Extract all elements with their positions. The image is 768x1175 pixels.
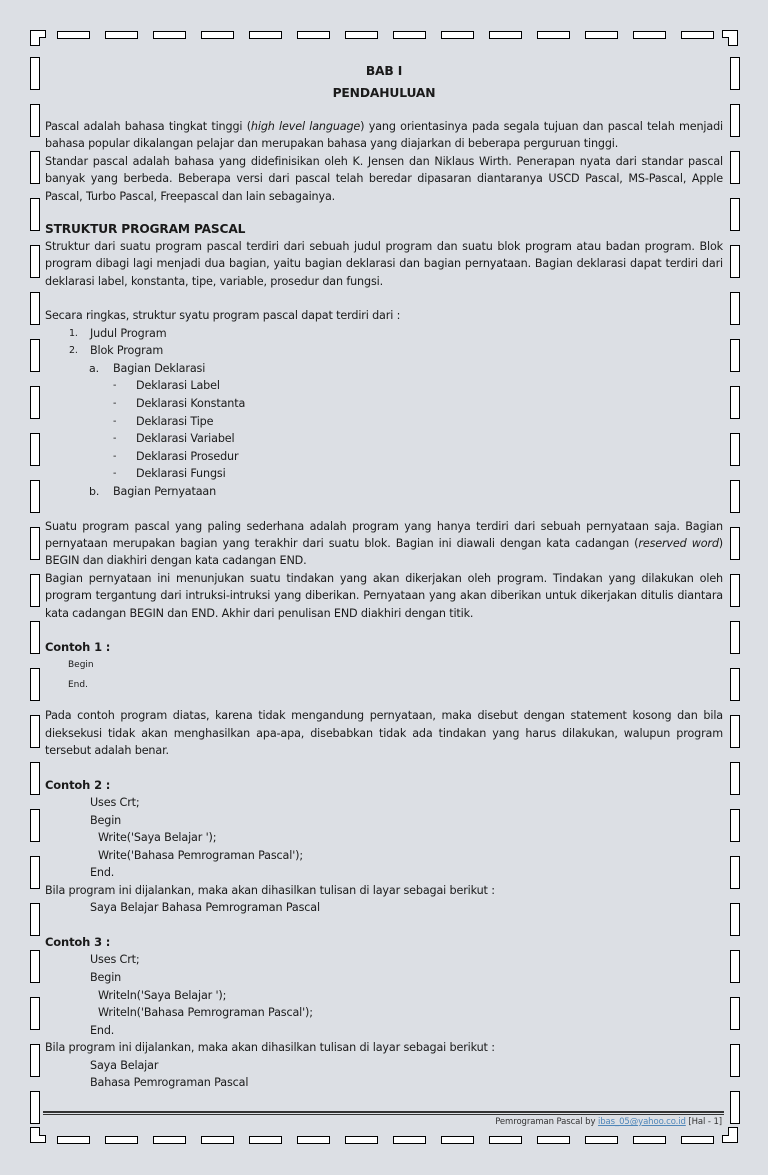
border-dash-left: [30, 809, 40, 842]
border-dash-right: [730, 574, 740, 607]
output-line: Bahasa Pemrograman Pascal: [90, 1076, 249, 1090]
text: Suatu program pascal yang paling sederhana adalah program yang hanya terdiri dari sebuah pernyataan saja. Bagian pernyataan merupakan bagian yang terakhir dari suatu blok. Bagian ini diawali dengan kata cadangan (: [45, 519, 723, 550]
section-heading: STRUKTUR PROGRAM PASCAL: [45, 222, 246, 237]
list-number: 1.: [69, 327, 78, 339]
border-corner-top-left: [30, 30, 46, 46]
border-dash-bottom: [585, 1136, 618, 1144]
border-dash-right: [730, 668, 740, 701]
bullet-dash: -: [113, 450, 117, 462]
border-dash-right: [730, 1044, 740, 1077]
list-letter: b.: [89, 485, 100, 498]
declaration-label: Deklarasi Label: [136, 379, 220, 393]
border-corner-bottom-left: [30, 1127, 46, 1143]
code-line: Begin: [90, 813, 122, 827]
example-1-code: [68, 656, 723, 695]
structure-paragraph: Struktur dari suatu program pascal terdiri dari sebuah judul program dan suatu blok program atau badan program. Blok program dibagi lagi menjadi dua bagian, yaitu bagian deklarasi dan bagian pernyataan. Bagian deklarasi dapat terdiri dari deklarasi label, konstanta, tipe, variable, prosedur dan fungsi.: [45, 240, 723, 288]
border-dash-bottom: [441, 1136, 474, 1144]
code-line: End.: [90, 866, 115, 880]
border-dash-left: [30, 480, 40, 513]
text: Pascal adalah bahasa tingkat tinggi (: [45, 120, 251, 133]
chapter-header: [45, 60, 723, 104]
border-dash-left: [30, 715, 40, 748]
outline-item: [69, 342, 723, 360]
border-dash-right: [730, 339, 740, 372]
outline-subitem: [89, 360, 723, 378]
bullet-dash: -: [113, 433, 117, 445]
border-dash-top: [345, 31, 378, 39]
border-dash-bottom: [297, 1136, 330, 1144]
border-dash-left: [30, 903, 40, 936]
chapter-title: PENDAHULUAN: [332, 86, 436, 100]
border-dash-right: [730, 527, 740, 560]
border-dash-left: [30, 339, 40, 372]
text: ) yang orientasinya pada segala tujuan dan pascal telah menjadi bahasa popular dikalangan pelajar dan merupakan bahasa yang diajarkan di beberapa perguruan tinggi.: [45, 120, 723, 151]
code-line: End.: [90, 1023, 115, 1037]
border-dash-top: [633, 31, 666, 39]
border-dash-right: [730, 151, 740, 184]
border-dash-left: [30, 527, 40, 560]
border-dash-right: [730, 198, 740, 231]
border-corner-top-right: [722, 30, 738, 46]
border-dash-bottom: [153, 1136, 186, 1144]
border-dash-top: [537, 31, 570, 39]
page-number: [Hal - 1]: [685, 1117, 722, 1127]
list-label: Bagian Deklarasi: [113, 361, 206, 375]
border-dash-left: [30, 104, 40, 137]
border-dash-right: [730, 809, 740, 842]
declaration-label: Deklarasi Variabel: [136, 432, 235, 446]
border-dash-top: [201, 31, 234, 39]
text: ) BEGIN dan diakhiri dengan kata cadangan END.: [45, 537, 724, 568]
border-dash-left: [30, 386, 40, 419]
list-label: Judul Program: [90, 326, 167, 340]
summary-intro: Secara ringkas, struktur syatu program pascal dapat terdiri dari :: [45, 309, 401, 323]
code-line: Begin: [90, 971, 122, 985]
border-dash-top: [57, 31, 90, 39]
border-dash-right: [730, 903, 740, 936]
bullet-dash: -: [113, 415, 117, 427]
code-line: Uses Crt;: [90, 953, 140, 967]
list-label: Bagian Pernyataan: [113, 485, 217, 498]
example-2-label: Contoh 2 :: [45, 777, 111, 792]
declaration-item: [113, 413, 723, 431]
border-dash-top: [105, 31, 138, 39]
border-dash-right: [730, 621, 740, 654]
example-3-result-intro: Bila program ini dijalankan, maka akan dihasilkan tulisan di layar sebagai berikut :: [45, 1041, 495, 1055]
border-dash-left: [30, 574, 40, 607]
border-dash-left: [30, 198, 40, 231]
example-2-result-intro: Bila program ini dijalankan, maka akan dihasilkan tulisan di layar sebagai berikut :: [45, 884, 495, 898]
code-line: Begin: [68, 660, 94, 671]
border-dash-right: [730, 950, 740, 983]
page-footer: [495, 1117, 722, 1127]
declaration-label: Deklarasi Konstanta: [136, 397, 246, 411]
output-line: Saya Belajar Bahasa Pemrograman Pascal: [90, 901, 320, 915]
bullet-dash: -: [113, 468, 117, 480]
bullet-dash: -: [113, 398, 117, 410]
example-3-output: [90, 1057, 723, 1092]
border-dash-left: [30, 292, 40, 325]
border-dash-bottom: [105, 1136, 138, 1144]
code-line: Uses Crt;: [90, 796, 140, 810]
intro-paragraph-1: [45, 118, 723, 153]
border-dash-left: [30, 856, 40, 889]
declaration-item: [113, 448, 723, 466]
border-dash-right: [730, 433, 740, 466]
code-line: Writeln('Bahasa Pemrograman Pascal');: [98, 1006, 313, 1020]
italic-term: high level language: [250, 120, 361, 133]
example-3-code: [90, 951, 723, 1039]
list-letter: a.: [89, 361, 99, 375]
example-2-output: [90, 899, 723, 917]
border-dash-bottom: [681, 1136, 714, 1144]
border-dash-top: [585, 31, 618, 39]
output-line: Saya Belajar: [90, 1058, 159, 1072]
border-dash-left: [30, 950, 40, 983]
border-dash-right: [730, 480, 740, 513]
border-dash-bottom: [633, 1136, 666, 1144]
declaration-item: [113, 465, 723, 483]
border-dash-right: [730, 386, 740, 419]
border-dash-left: [30, 1044, 40, 1077]
outline-subitem: [89, 483, 723, 501]
border-dash-left: [30, 1091, 40, 1124]
code-line: Writeln('Saya Belajar ');: [98, 988, 227, 1002]
code-line: Write('Saya Belajar ');: [98, 831, 217, 845]
border-dash-bottom: [489, 1136, 522, 1144]
border-dash-left: [30, 57, 40, 90]
statement-paragraph-1: [45, 518, 723, 570]
border-dash-bottom: [345, 1136, 378, 1144]
example-2-code: [90, 794, 723, 882]
border-dash-left: [30, 151, 40, 184]
list-label: Blok Program: [90, 344, 164, 358]
declaration-item: [113, 395, 723, 413]
border-dash-top: [249, 31, 282, 39]
italic-term: reserved word: [638, 537, 719, 550]
border-dash-top: [393, 31, 426, 39]
border-dash-left: [30, 433, 40, 466]
border-dash-right: [730, 715, 740, 748]
code-line: Write('Bahasa Pemrograman Pascal');: [98, 848, 303, 862]
document-body: [45, 60, 723, 1092]
example-3-label: Contoh 3 :: [45, 935, 111, 950]
border-dash-top: [489, 31, 522, 39]
border-dash-right: [730, 762, 740, 795]
chapter-number: BAB I: [365, 64, 403, 78]
bullet-dash: -: [113, 380, 117, 392]
border-dash-top: [441, 31, 474, 39]
border-dash-top: [153, 31, 186, 39]
border-dash-bottom: [249, 1136, 282, 1144]
border-corner-bottom-right: [722, 1127, 738, 1143]
intro-paragraph-2: Standar pascal adalah bahasa yang didefinisikan oleh K. Jensen dan Niklaus Wirth. Penerapan nyata dari standar pascal banyak yang berbeda. Beberapa versi dari pascal telah beredar dipasaran diantaranya USCD Pascal, MS-Pascal, Apple Pascal, Turbo Pascal, Freepascal dan lain sebagainya.: [45, 154, 723, 203]
border-dash-right: [730, 292, 740, 325]
author-email-link[interactable]: ibas_05@yahoo.co.id: [597, 1117, 686, 1127]
statement-paragraph-2: Bagian pernyataan ini menunjukan suatu tindakan yang akan dikerjakan oleh program. Tindakan yang dilakukan oleh program tergantung dari intruksi-intruksi yang diberikan. Pernyataan yang akan diberikan untuk dikerjakan ditulis diantara kata cadangan BEGIN dan END. Akhir dari penulisan END diakhiri dengan titik.: [45, 571, 723, 620]
border-dash-left: [30, 762, 40, 795]
outline-item: [69, 325, 723, 343]
border-dash-left: [30, 621, 40, 654]
border-dash-right: [730, 245, 740, 278]
declaration-label: Deklarasi Tipe: [136, 414, 214, 428]
border-dash-bottom: [537, 1136, 570, 1144]
border-dash-bottom: [393, 1136, 426, 1144]
declaration-label: Deklarasi Prosedur: [136, 449, 239, 463]
declaration-label: Deklarasi Fungsi: [136, 467, 226, 481]
border-dash-left: [30, 997, 40, 1030]
example-1-explanation: Pada contoh program diatas, karena tidak mengandung pernyataan, maka disebut dengan statement kosong dan bila dieksekusi tidak akan menghasilkan apa-apa, disebabkan tidak ada tindakan yang harus dilakukan, walupun program tersebut adalah benar.: [45, 709, 723, 758]
border-dash-right: [730, 997, 740, 1030]
border-dash-right: [730, 57, 740, 90]
border-dash-top: [681, 31, 714, 39]
border-dash-bottom: [57, 1136, 90, 1144]
border-dash-right: [730, 104, 740, 137]
border-dash-left: [30, 245, 40, 278]
footer-title: Pemrograman Pascal by: [495, 1117, 598, 1127]
border-dash-top: [297, 31, 330, 39]
declaration-item: [113, 377, 723, 395]
list-number: 2.: [69, 345, 78, 357]
border-dash-right: [730, 856, 740, 889]
border-dash-left: [30, 668, 40, 701]
border-dash-right: [730, 1091, 740, 1124]
declaration-item: [113, 430, 723, 448]
code-line: End.: [68, 679, 88, 690]
structure-outline: [45, 325, 723, 501]
example-1-label: Contoh 1 :: [45, 640, 111, 655]
border-dash-bottom: [201, 1136, 234, 1144]
footer-double-rule: [43, 1111, 724, 1115]
